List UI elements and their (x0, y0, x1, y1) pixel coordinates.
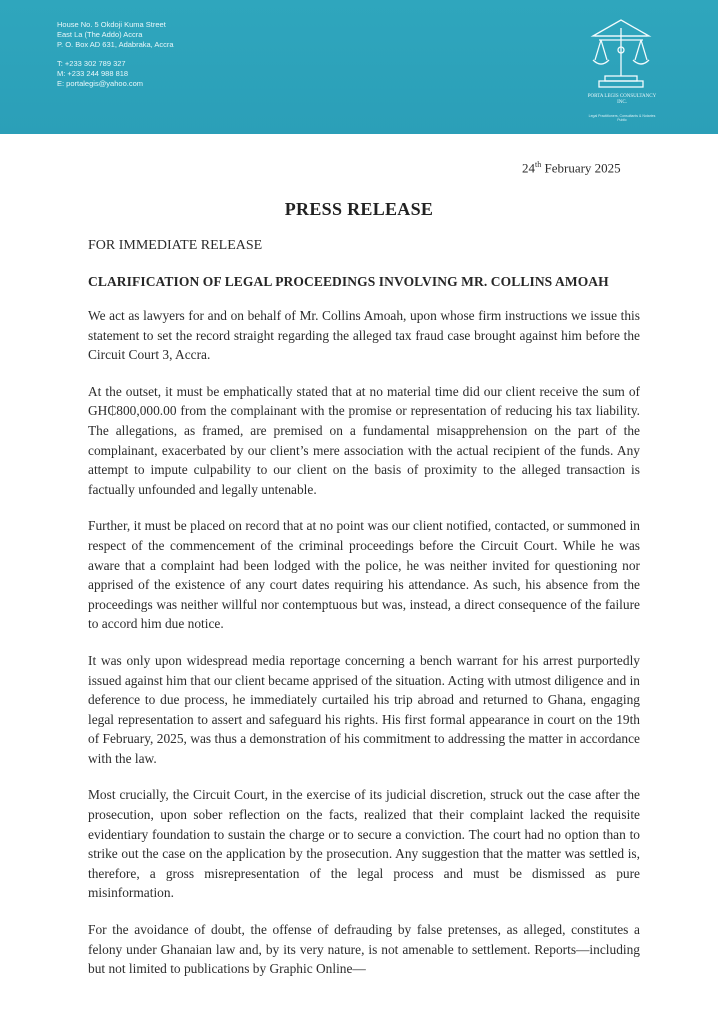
body-paragraph: Most crucially, the Circuit Court, in the exercise of its judicial discretion, struck out the case after the prosecution, upon sober reflection on the facts, realized that their complaint lacked the requisite evidentiary foundation to sustain the charge or to secure a conviction. The court had no option than to strike out the case on the application by the prosecution. Any suggestion that the matter was settled is, therefore, a gross misrepresentation of the legal process and must be dismissed as pure misinformation. (88, 787, 640, 901)
letterhead-contact (57, 20, 174, 89)
address-line: East La (The Addo) Accra (57, 30, 143, 39)
document-body (88, 306, 640, 996)
logo-firm-name: PORTA LEGIS CONSULTANCY INC. (587, 94, 657, 105)
mobile-line: M: +233 244 988 818 (57, 69, 129, 78)
logo-tagline: Legal Practitioners, Consultants & Notaries Public (588, 114, 656, 122)
body-paragraph: For the avoidance of doubt, the offense of defrauding by false pretenses, as alleged, constitutes a felony under Ghanaian law and, by its very nature, is not amenable to settlement. Reports—including but not limited to publications by Graphic Online— (88, 922, 640, 977)
phone-line: T: +233 302 789 327 (57, 59, 126, 68)
email-line: E: portalegis@yahoo.com (57, 79, 143, 88)
body-paragraph: At the outset, it must be emphatically stated that at no material time did our client receive the sum of GH₵800,000.00 from the complainant with the promise or representation of reducing his tax liability. The allegations, as framed, are premised on a fundamental misapprehension on the part of the complainant, exacerbated by our client’s mere association with the actual recipient of the funds. Any attempt to impute culpability to our client on the basis of proximity to the alleged transaction is factually unfounded and legally untenable. (88, 383, 640, 497)
date-day: 24 (522, 160, 535, 176)
body-paragraph: We act as lawyers for and on behalf of Mr. Collins Amoah, upon whose firm instructions we issue this statement to set the record straight regarding the alleged tax fraud case brought against him before the Circuit Court 3, Accra. (88, 308, 640, 363)
date-suffix: th (535, 160, 542, 169)
date-month-year: February 2025 (541, 160, 621, 176)
address-line: P. O. Box AD 631, Adabraka, Accra (57, 40, 174, 49)
release-notice: FOR IMMEDIATE RELEASE (88, 238, 263, 253)
letterhead-band (0, 0, 718, 134)
page-title: PRESS RELEASE (284, 199, 434, 219)
body-paragraph: It was only upon widespread media reportage concerning a bench warrant for his arrest purportedly issued against him that our client became apprised of the situation. Acting with utmost diligence and in deference to due process, he immediately curtailed his trip abroad and returned to Ghana, engaging legal representation to assert and safeguard his rights. His first formal appearance in court on the 19th of February, 2025, was thus a demonstration of his commitment to addressing the matter in accordance with the law. (88, 652, 640, 766)
address-line: House No. 5 Okdoji Kuma Street (57, 20, 166, 29)
body-paragraph: Further, it must be placed on record that at no point was our client notified, contacted, or summoned in respect of the commencement of the criminal proceedings before the Circuit Court. While he was aware that a complaint had been lodged with the police, he was neither invited for questioning nor apprised of the existence of any court dates requiring his attendance. As such, his absence from the proceedings was neither willful nor contemptuous but was, instead, a direct consequence of the failure to accord him due notice. (88, 518, 640, 632)
document-date (522, 160, 621, 176)
subject-heading: CLARIFICATION OF LEGAL PROCEEDINGS INVOLVING MR. COLLINS AMOAH (88, 274, 609, 289)
